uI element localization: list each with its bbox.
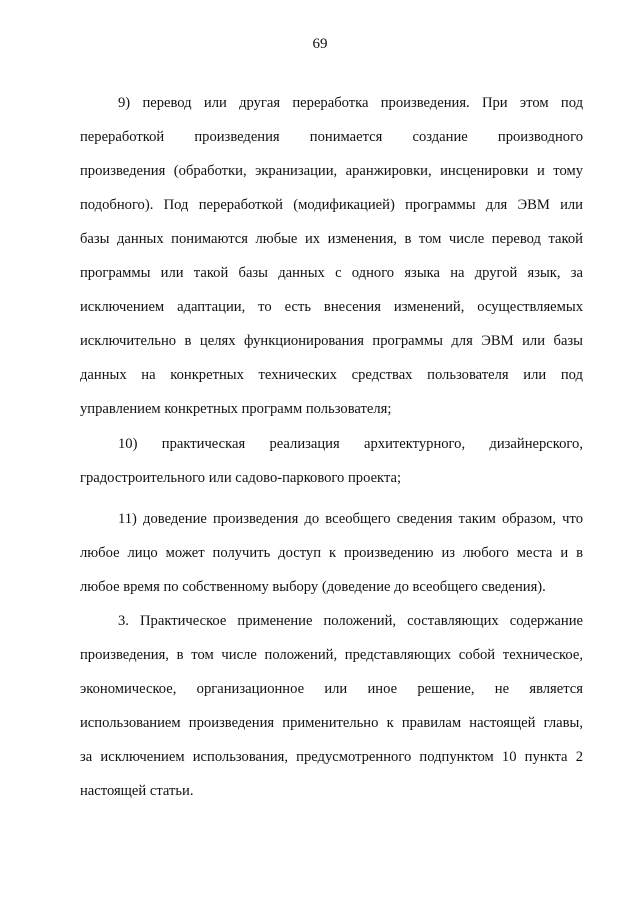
paragraph-line: 10) практическая реализация архитектурного, дизайнерского, — [118, 436, 583, 452]
paragraph-line: исключительно в целях функционирования программы для ЭВМ или базы — [80, 333, 583, 349]
paragraph-line: программы или такой базы данных с одного языка на другой язык, за — [80, 265, 583, 281]
paragraph-clause-3 — [80, 604, 583, 808]
paragraph-line: 3. Практическое применение положений, составляющих содержание — [118, 613, 583, 629]
paragraph-line: экономическое, организационное или иное решение, не является — [80, 681, 583, 697]
paragraph-item-11 — [80, 502, 583, 604]
paragraph-line: переработкой произведения понимается создание производного — [80, 129, 583, 145]
paragraph-line: настоящей статьи. — [80, 783, 194, 799]
paragraph-line: использованием произведения применительно к правилам настоящей главы, — [80, 715, 583, 731]
paragraph-line: исключением адаптации, то есть внесения изменений, осуществляемых — [80, 299, 583, 315]
paragraph-line: любое время по собственному выбору (доведение до всеобщего сведения). — [80, 579, 546, 595]
paragraph-line: управлением конкретных программ пользователя; — [80, 401, 392, 417]
paragraph-line: базы данных понимаются любые их изменения, в том числе перевод такой — [80, 231, 583, 247]
paragraph-line: 9) перевод или другая переработка произведения. При этом под — [118, 95, 583, 111]
paragraph-line: градостроительного или садово-паркового проекта; — [80, 470, 402, 486]
paragraph-item-9 — [80, 86, 583, 426]
page-number: 69 — [312, 36, 328, 52]
paragraph-line: данных на конкретных технических средствах пользователя или под — [80, 367, 583, 383]
paragraph-line: подобного). Под переработкой (модификацией) программы для ЭВМ или — [80, 197, 583, 213]
paragraph-line: за исключением использования, предусмотренного подпунктом 10 пункта 2 — [80, 749, 583, 765]
paragraph-line: любое лицо может получить доступ к произведению из любого места и в — [80, 545, 583, 561]
paragraph-line: произведения (обработки, экранизации, аранжировки, инсценировки и тому — [80, 163, 583, 179]
paragraph-item-10 — [80, 427, 583, 495]
paragraph-line: произведения, в том числе положений, представляющих собой техническое, — [80, 647, 583, 663]
paragraph-line: 11) доведение произведения до всеобщего сведения таким образом, что — [118, 511, 583, 527]
